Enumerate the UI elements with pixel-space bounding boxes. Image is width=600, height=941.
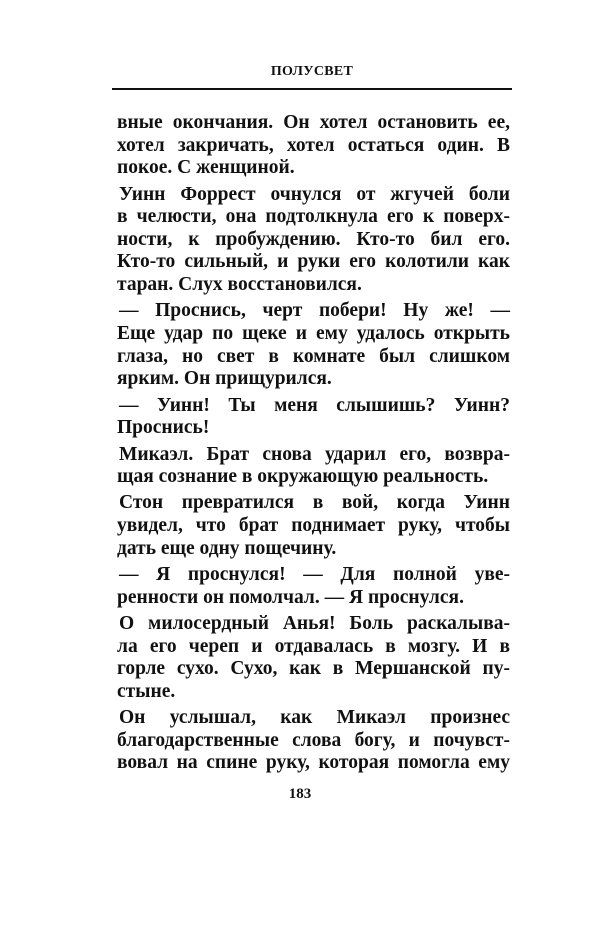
text-line: Проснись!	[117, 417, 210, 439]
text-line: вовал на спине руку, которая помогла ему	[117, 752, 510, 774]
paragraph	[117, 300, 510, 390]
text-line: — Проснись, черт побери! Ну же! —	[119, 300, 510, 322]
text-line: глаза, но свет в комнате был слишком	[117, 345, 510, 367]
paragraph	[117, 707, 510, 775]
text-line: ярким. Он прищурился.	[117, 368, 332, 390]
text-line: ла его череп и отдавалась в мозгу. И в	[117, 635, 510, 657]
text-line: Он услышал, как Микаэл произнес	[119, 707, 510, 729]
text-line: Стон превратился в вой, когда Уинн	[119, 492, 510, 514]
page-body-text	[117, 112, 510, 779]
page-number: 183	[288, 786, 312, 802]
text-line: горле сухо. Сухо, как в Мершанской пу-	[117, 658, 510, 680]
text-line: в челюсти, она подтолкнула его к поверх-	[117, 206, 510, 228]
running-header: ПОЛУСВЕТ	[270, 64, 354, 79]
paragraph	[117, 492, 510, 560]
text-line: покое. С женщиной.	[117, 157, 295, 179]
paragraph	[117, 444, 510, 489]
text-line: Кто-то сильный, и руки его колотили как	[117, 251, 510, 273]
paragraph	[117, 184, 510, 297]
header-rule	[112, 88, 512, 90]
text-line: стыне.	[117, 680, 176, 702]
text-line: хотел закричать, хотел остаться один. В	[117, 134, 510, 156]
text-line: — Уинн! Ты меня слышишь? Уинн?	[119, 394, 510, 416]
text-line: благодарственные слова богу, и почувст-	[117, 729, 510, 751]
paragraph	[117, 395, 510, 440]
text-line: таран. Слух восстановился.	[117, 273, 362, 295]
text-line: щая сознание в окружающую реальность.	[117, 466, 489, 488]
paragraph	[117, 112, 510, 180]
text-line: О милосердный Анья! Боль раскалыва-	[119, 613, 510, 635]
text-line: ности, к пробуждению. Кто-то бил его.	[117, 228, 510, 250]
text-line: ренности он помолчал. — Я проснулся.	[117, 586, 464, 608]
text-line: Уинн Форрест очнулся от жгучей боли	[119, 183, 510, 205]
text-line: — Я проснулся! — Для полной уве-	[119, 564, 510, 586]
text-line: вные окончания. Он хотел остановить ее,	[117, 112, 510, 133]
text-line: увидел, что брат поднимает руку, чтобы	[117, 515, 510, 537]
text-line: Еще удар по щеке и ему удалось открыть	[117, 322, 510, 344]
paragraph	[117, 564, 510, 609]
paragraph	[117, 613, 510, 703]
text-line: Микаэл. Брат снова ударил его, возвра-	[119, 443, 510, 465]
text-line: дать еще одну пощечину.	[117, 537, 337, 559]
